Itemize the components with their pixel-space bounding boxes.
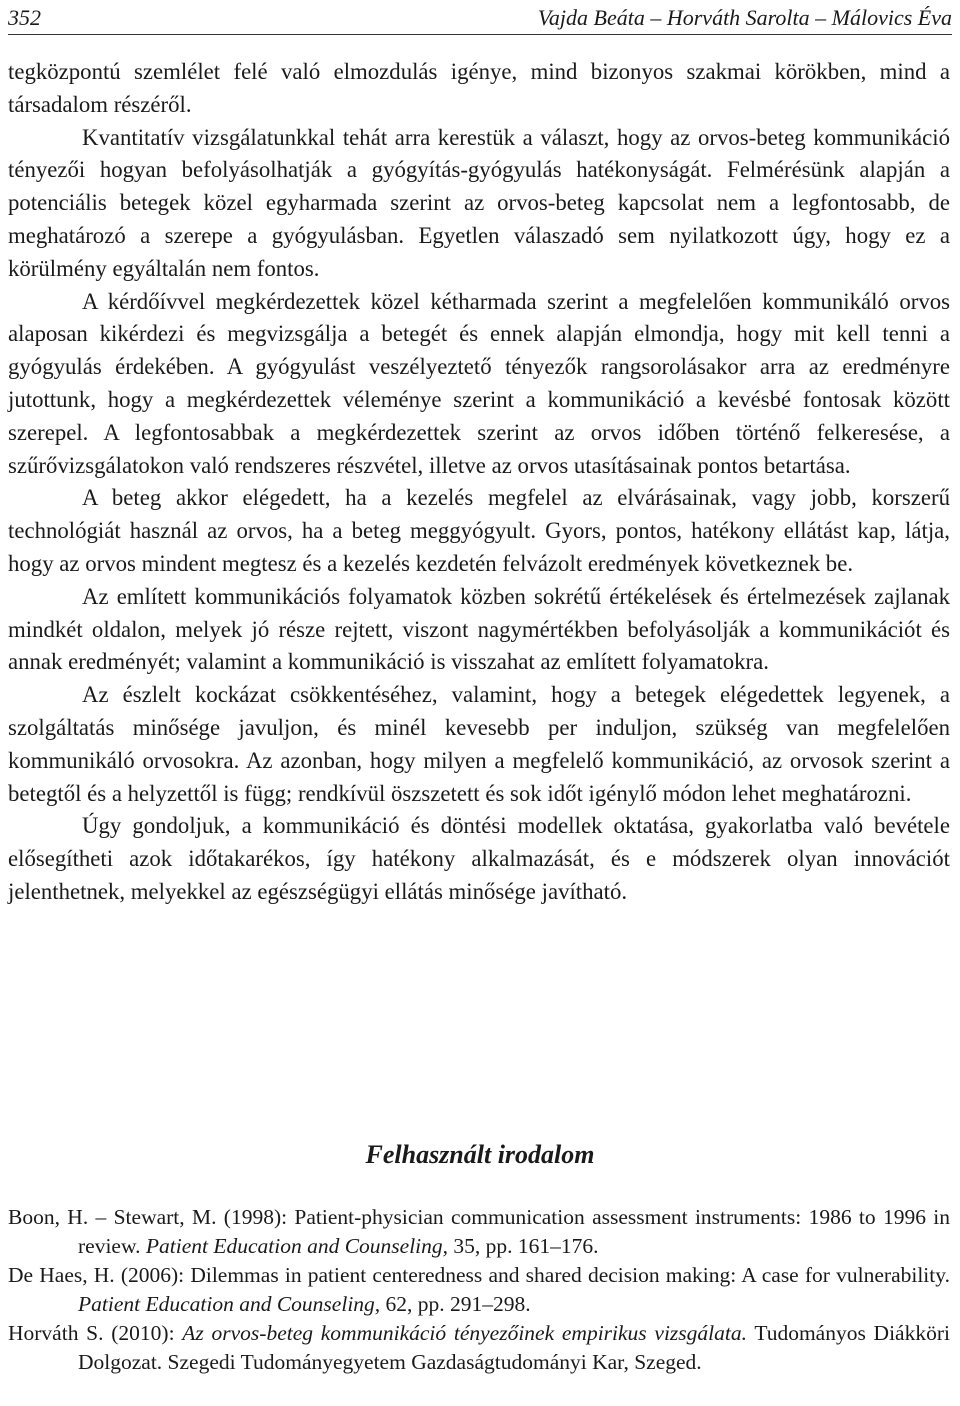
paragraph: Az említett kommunikációs folyamatok közben sokrétű értékelések és értelmezések zajlanak mindkét oldalon, melyek jó része rejtett, viszont nagymértékben befolyásolják a kommunikációt és annak eredményét; valamint a kommunikáció is visszahat az említett folyamatokra. <box>8 583 950 675</box>
running-head-authors: Vajda Beáta – Horváth Sarolta – Málovics Éva <box>537 5 952 30</box>
reference-journal: Patient Education and Counseling, <box>145 1234 449 1258</box>
body-text <box>8 56 950 909</box>
reference-item <box>8 1261 950 1319</box>
reference-item <box>8 1319 950 1377</box>
reference-tail: 62, pp. 291–298. <box>380 1292 531 1316</box>
reference-lead: Boon, H. – Stewart, M. (1998): Patient-physician communication assessment instruments: 1986 to 1996 in review. <box>8 1205 950 1258</box>
paragraph: Úgy gondoljuk, a kommunikáció és döntési modellek oktatása, gyakorlatba való bevétele elősegítheti azok időtakarékos, így hatékony alkalmazását, és e módszerek olyan innovációt jelenthetnek, melyekkel az egészségügyi ellátás minősége javítható. <box>8 813 950 904</box>
paragraph: Kvantitatív vizsgálatunkkal tehát arra kerestük a választ, hogy az orvos-beteg kommunikáció tényezői hogyan befolyásolhatják a gyógyítás-gyógyulás hatékonyságát. Felmérésünk alapján a potenciális betegek közel egyharmada szerint az orvos-​beteg kapcsolat nem a legfontosabb, de meghatározó a szerepe a gyógyulásban. Egyetlen válaszadó sem nyilatkozott úgy, hogy ez a körülmény egyáltalán nem fontos. <box>8 124 950 281</box>
reference-lead: De Haes, H. (2006): Dilemmas in patient centeredness and shared decision making: A case for vulnerability. <box>8 1263 950 1287</box>
running-header <box>8 4 952 35</box>
references-heading: Felhasznált irodalom <box>365 1140 595 1169</box>
reference-title: Az orvos-beteg kommunikáció tényezőinek empirikus vizsgálata. <box>182 1321 747 1345</box>
paragraph: Az észlelt kockázat csökkentéséhez, valamint, hogy a betegek elégedettek legyenek, a szolgáltatás minősége javuljon, és minél kevesebb per induljon, szükség van megfelelően kommunikáló orvosokra. Az azonban, hogy milyen a megfelelő kommunikáció, az orvosok szerint a betegtől és a helyzettől is függ; rendkívül öszszetett és sok időt igénylő módon lehet meghatározni. <box>8 682 950 806</box>
reference-tail: Tudományos Diákköri Dolgozat. Szegedi Tudományegyetem Gazdaságtudományi Kar, Szeged. <box>78 1321 950 1374</box>
page-number: 352 <box>8 5 41 30</box>
reference-tail: 35, pp. 161–176. <box>448 1234 599 1258</box>
reference-lead: Horváth S. (2010): <box>8 1321 183 1345</box>
paragraph: A kérdőívvel megkérdezettek közel kétharmada szerint a megfelelően kommunikáló orvos alaposan kikérdezi és megvizsgálja a betegét és ennek alapján elmondja, hogy mit kell tenni a gyógyulás érdekében. A gyógyulást veszélyeztető tényezők rangsorolásakor arra az eredményre jutottunk, hogy a megkérdezettek véleménye szerint a kommunikáció a kevésbé fontosak között szerepel. A legfontosabbak a megkérdezettek szerint az orvos időben történő felkeresése, a szűrővizsgálatokon való rendszeres részvétel, illetve az orvos utasításainak pontos betartása. <box>8 288 950 478</box>
reference-item <box>8 1203 950 1261</box>
paragraph: A beteg akkor elégedett, ha a kezelés megfelel az elvárásainak, vagy jobb, korszerű technológiát használ az orvos, ha a beteg meggyógyult. Gyors, pontos, hatékony ellátást kap, látja, hogy az orvos mindent megtesz és a kezelés kezdetén felvázolt eredmények következnek be. <box>8 485 950 576</box>
paragraph-continued: tegközpontú szemlélet felé való elmozdulás igénye, mind bizonyos szakmai körökben, mind a társadalom részéről. <box>8 59 950 117</box>
reference-list <box>8 1203 950 1377</box>
reference-journal: Patient Education and Counseling, <box>78 1292 381 1316</box>
